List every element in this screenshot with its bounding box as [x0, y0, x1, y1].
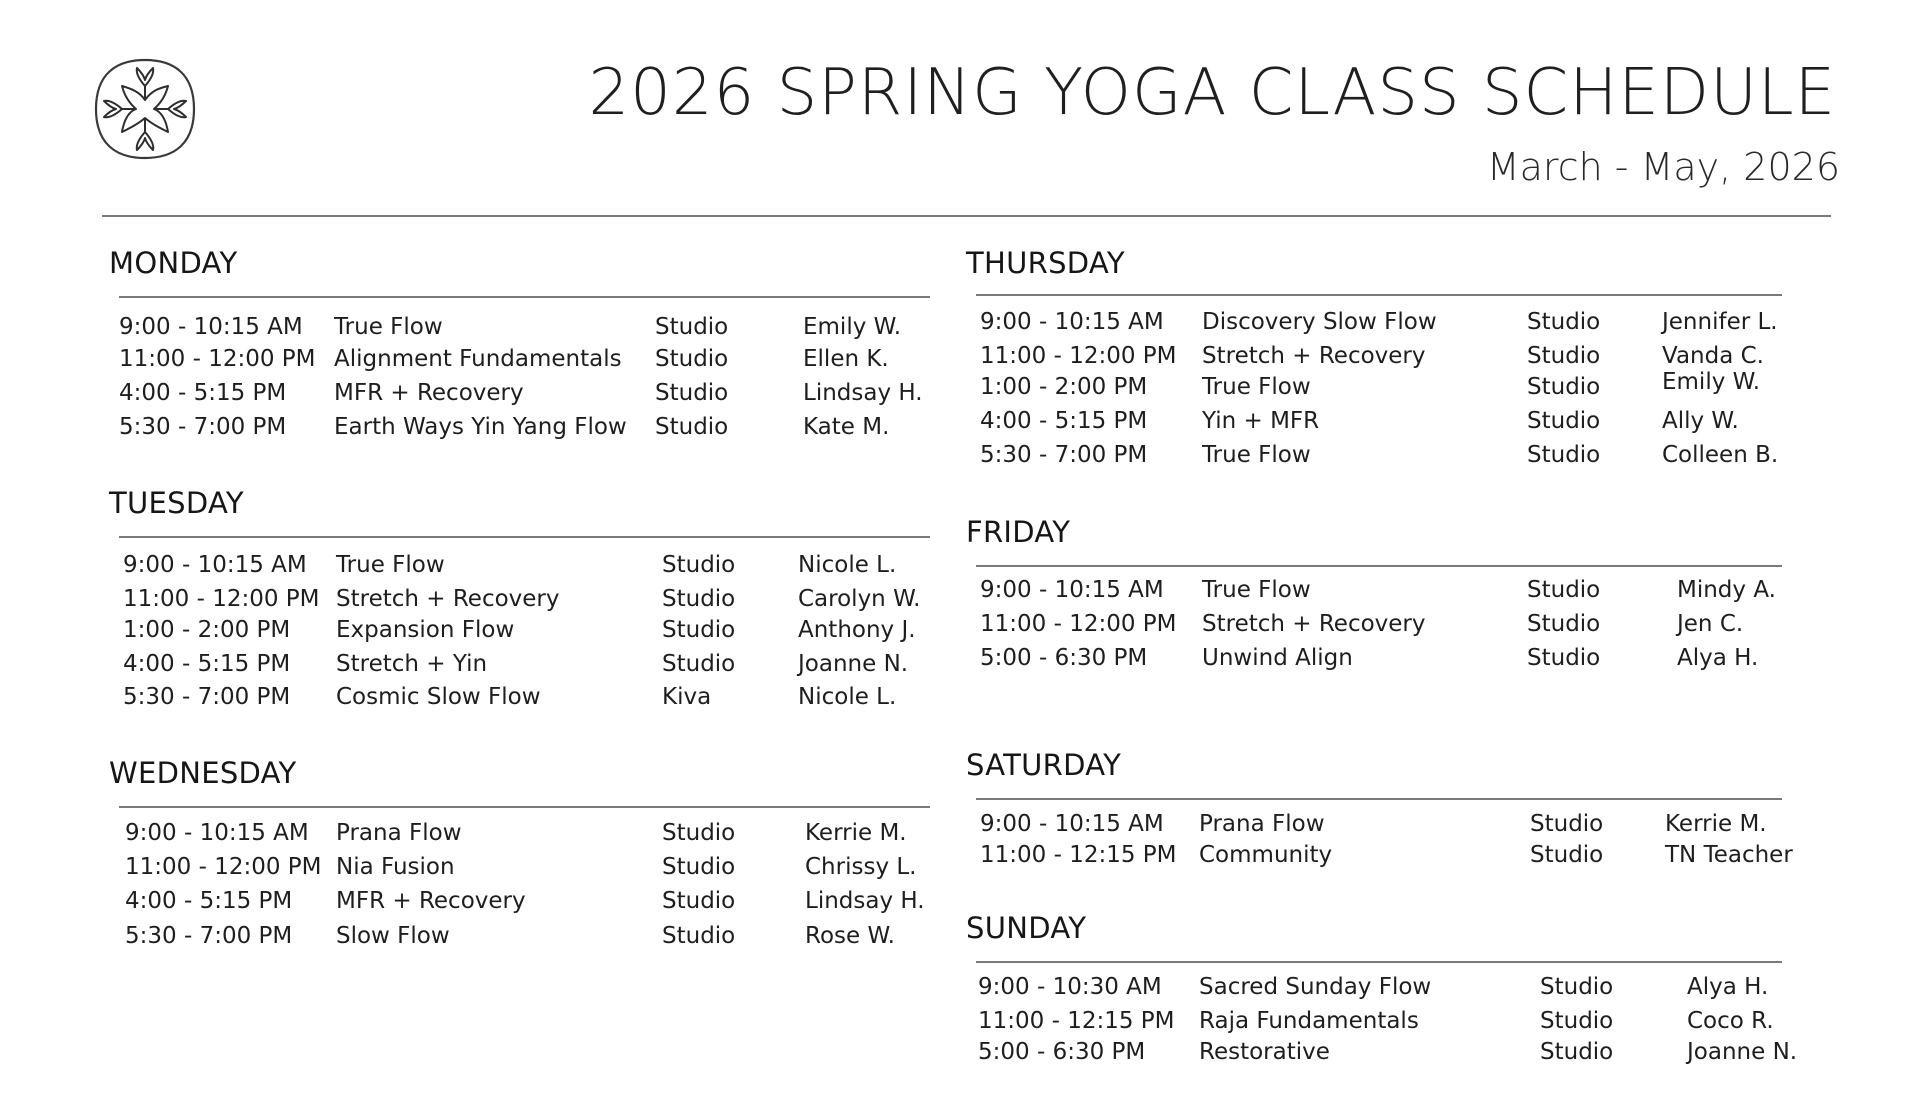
class-name: Stretch + Recovery: [336, 586, 560, 612]
class-time: 11:00 - 12:00 PM: [980, 611, 1177, 637]
class-location: Studio: [655, 380, 729, 406]
class-location: Studio: [662, 651, 736, 677]
class-time: 11:00 - 12:00 PM: [123, 586, 320, 612]
day-title: THURSDAY: [966, 246, 1125, 280]
class-teacher: Coco R.: [1687, 1008, 1774, 1034]
class-teacher: Ellen K.: [803, 346, 889, 372]
class-name: MFR + Recovery: [334, 380, 524, 406]
class-teacher: Joanne N.: [1687, 1039, 1798, 1065]
class-teacher: Chrissy L.: [805, 854, 917, 880]
day-divider: [119, 296, 930, 298]
class-time: 9:00 - 10:15 AM: [980, 577, 1164, 603]
class-time: 4:00 - 5:15 PM: [980, 408, 1148, 434]
class-location: Studio: [1540, 974, 1614, 1000]
class-location: Studio: [1527, 408, 1601, 434]
class-time: 9:00 - 10:15 AM: [980, 811, 1164, 837]
class-location: Studio: [1530, 842, 1604, 868]
class-time: 4:00 - 5:15 PM: [125, 888, 293, 914]
day-title: SATURDAY: [966, 748, 1122, 782]
class-name: MFR + Recovery: [336, 888, 526, 914]
class-teacher: Anthony J.: [798, 617, 916, 643]
class-location: Studio: [1527, 442, 1601, 468]
class-teacher: Rose W.: [805, 923, 895, 949]
class-time: 9:00 - 10:15 AM: [119, 314, 303, 340]
class-name: Sacred Sunday Flow: [1199, 974, 1432, 1000]
day-divider: [119, 806, 930, 808]
class-location: Studio: [655, 346, 729, 372]
class-name: Raja Fundamentals: [1199, 1008, 1419, 1034]
class-name: Community: [1199, 842, 1333, 868]
class-location: Studio: [1530, 811, 1604, 837]
class-time: 9:00 - 10:15 AM: [125, 820, 309, 846]
class-teacher: Kerrie M.: [805, 820, 907, 846]
day-divider: [976, 565, 1782, 567]
day-title: SUNDAY: [966, 911, 1087, 945]
class-time: 11:00 - 12:15 PM: [978, 1008, 1175, 1034]
class-time: 11:00 - 12:15 PM: [980, 842, 1177, 868]
class-location: Studio: [1527, 645, 1601, 671]
header-divider: [102, 215, 1831, 217]
class-location: Studio: [662, 586, 736, 612]
class-location: Studio: [1540, 1039, 1614, 1065]
class-time: 5:30 - 7:00 PM: [119, 414, 287, 440]
class-name: True Flow: [334, 314, 443, 340]
class-location: Studio: [1527, 343, 1601, 369]
class-name: Prana Flow: [336, 820, 462, 846]
class-name: Cosmic Slow Flow: [336, 684, 541, 710]
class-location: Studio: [1527, 611, 1601, 637]
page-subtitle: March - May, 2026: [1486, 145, 1840, 189]
class-time: 9:00 - 10:15 AM: [123, 552, 307, 578]
day-title: TUESDAY: [109, 486, 244, 520]
class-name: Expansion Flow: [336, 617, 515, 643]
class-location: Studio: [655, 314, 729, 340]
class-location: Studio: [662, 923, 736, 949]
class-teacher: Kerrie M.: [1665, 811, 1767, 837]
class-teacher: Alya H.: [1677, 645, 1759, 671]
class-teacher: Vanda C.: [1662, 343, 1764, 369]
class-location: Studio: [662, 888, 736, 914]
class-name: Prana Flow: [1199, 811, 1325, 837]
class-time: 11:00 - 12:00 PM: [980, 343, 1177, 369]
class-teacher: Emily W.: [803, 314, 902, 340]
class-location: Studio: [1527, 577, 1601, 603]
class-time: 4:00 - 5:15 PM: [123, 651, 291, 677]
class-teacher: Lindsay H.: [805, 888, 925, 914]
class-name: Discovery Slow Flow: [1202, 309, 1437, 335]
class-location: Kiva: [662, 684, 712, 710]
class-teacher: Nicole L.: [798, 552, 897, 578]
class-name: Stretch + Yin: [336, 651, 488, 677]
class-time: 5:30 - 7:00 PM: [125, 923, 293, 949]
class-name: True Flow: [1202, 442, 1311, 468]
class-teacher: Jen C.: [1677, 611, 1744, 637]
class-time: 5:30 - 7:00 PM: [123, 684, 291, 710]
class-teacher: Mindy A.: [1677, 577, 1776, 603]
day-divider: [976, 961, 1782, 963]
day-divider: [976, 294, 1782, 296]
class-teacher: Ally W.: [1662, 408, 1739, 434]
class-name: Nia Fusion: [336, 854, 455, 880]
class-name: Stretch + Recovery: [1202, 343, 1426, 369]
class-location: Studio: [655, 414, 729, 440]
class-time: 1:00 - 2:00 PM: [980, 374, 1148, 400]
day-divider: [119, 536, 930, 538]
studio-logo: [92, 56, 198, 162]
class-location: Studio: [662, 617, 736, 643]
page-title: 2026 SPRING YOGA CLASS SCHEDULE: [588, 56, 1836, 130]
class-teacher: Nicole L.: [798, 684, 897, 710]
class-name: Slow Flow: [336, 923, 450, 949]
class-location: Studio: [662, 854, 736, 880]
class-teacher: Colleen B.: [1662, 442, 1779, 468]
class-time: 11:00 - 12:00 PM: [125, 854, 322, 880]
day-title: FRIDAY: [966, 515, 1071, 549]
class-name: Unwind Align: [1202, 645, 1353, 671]
class-name: Earth Ways Yin Yang Flow: [334, 414, 627, 440]
class-location: Studio: [1527, 309, 1601, 335]
class-time: 9:00 - 10:15 AM: [980, 309, 1164, 335]
class-location: Studio: [1540, 1008, 1614, 1034]
class-teacher: TN Teacher: [1665, 842, 1793, 868]
class-time: 1:00 - 2:00 PM: [123, 617, 291, 643]
class-time: 9:00 - 10:30 AM: [978, 974, 1162, 1000]
class-name: True Flow: [1202, 577, 1311, 603]
class-location: Studio: [1527, 374, 1601, 400]
class-time: 11:00 - 12:00 PM: [119, 346, 316, 372]
class-name: Restorative: [1199, 1039, 1330, 1065]
class-name: True Flow: [1202, 374, 1311, 400]
class-name: True Flow: [336, 552, 445, 578]
class-teacher: Kate M.: [803, 414, 890, 440]
class-time: 5:00 - 6:30 PM: [980, 645, 1148, 671]
class-time: 4:00 - 5:15 PM: [119, 380, 287, 406]
class-teacher: Alya H.: [1687, 974, 1769, 1000]
day-divider: [976, 798, 1782, 800]
class-teacher: Jennifer L.: [1662, 309, 1778, 335]
flower-logo-icon: [92, 56, 198, 162]
class-name: Alignment Fundamentals: [334, 346, 622, 372]
class-time: 5:00 - 6:30 PM: [978, 1039, 1146, 1065]
class-teacher: Joanne N.: [798, 651, 909, 677]
class-time: 5:30 - 7:00 PM: [980, 442, 1148, 468]
class-location: Studio: [662, 820, 736, 846]
day-title: WEDNESDAY: [109, 756, 297, 790]
class-teacher: Emily W.: [1662, 369, 1761, 395]
class-name: Yin + MFR: [1202, 408, 1320, 434]
class-teacher: Lindsay H.: [803, 380, 923, 406]
class-name: Stretch + Recovery: [1202, 611, 1426, 637]
class-teacher: Carolyn W.: [798, 586, 921, 612]
class-location: Studio: [662, 552, 736, 578]
day-title: MONDAY: [109, 246, 238, 280]
